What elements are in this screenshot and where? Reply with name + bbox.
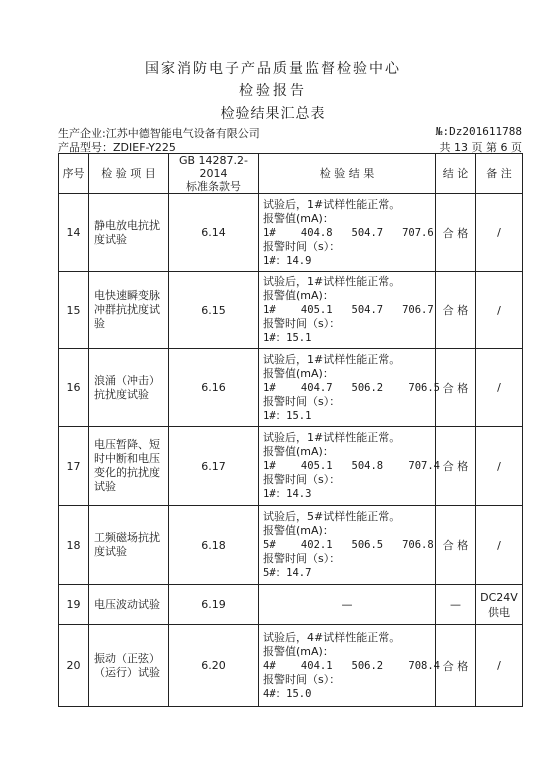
row-conclusion: 合 格: [436, 194, 476, 272]
row-conclusion: 合 格: [436, 427, 476, 506]
result-values: 5# 402.1 506.5 706.8: [263, 539, 434, 551]
result-line: 报警时间（s）：: [263, 394, 341, 408]
row-result: [259, 349, 441, 427]
result-line: 试验后，1#试样性能正常。: [263, 431, 401, 444]
row-remark: DC24V供电: [476, 585, 523, 625]
result-line: 报警时间（s）：: [263, 239, 341, 253]
result-values: 4# 404.1 506.2 708.4: [263, 659, 441, 672]
org-title: 国家消防电子产品质量监督检验中心: [145, 61, 401, 77]
result-time: 1#：15.1: [263, 409, 312, 422]
row-item: 浪涌（冲击）抗扰度试验: [89, 349, 169, 427]
table-row: [59, 272, 523, 349]
result-line: 试验后，4#试样性能正常。: [263, 630, 401, 644]
row-remark: /: [476, 272, 523, 349]
row-result: —: [259, 585, 436, 625]
row-remark: /: [476, 625, 523, 707]
result-line: 报警时间（s）：: [263, 552, 341, 565]
result-values: 1# 405.1 504.8 707.4: [263, 460, 441, 472]
result-line: 报警值(mA)：: [263, 644, 334, 658]
result-line: 试验后，1#试样性能正常。: [263, 275, 401, 288]
table-row: [59, 427, 523, 506]
result-time: 5#：14.7: [263, 567, 312, 579]
row-conclusion: 合 格: [436, 506, 476, 585]
row-conclusion: 合 格: [436, 625, 476, 707]
row-no: 19: [59, 585, 89, 625]
header-conclusion: 结 论: [436, 154, 476, 194]
row-item: 电压波动试验: [89, 585, 169, 625]
table-row: [59, 349, 523, 427]
result-values: 1# 404.8 504.7 707.6: [263, 226, 434, 239]
row-item: 静电放电抗扰度试验: [89, 194, 169, 272]
row-clause: 6.18: [169, 506, 259, 585]
row-no: 20: [59, 625, 89, 707]
report-number: №:Dz201611788: [435, 125, 522, 138]
result-line: 报警值(mA)：: [263, 366, 334, 380]
table-row: [59, 194, 523, 272]
row-item: 振动（正弦）（运行）试验: [89, 625, 169, 707]
row-remark: /: [476, 506, 523, 585]
result-line: 报警时间（s）：: [263, 473, 341, 486]
result-line: 报警值(mA)：: [263, 211, 334, 225]
row-remark: /: [476, 427, 523, 506]
result-line: 报警时间（s）：: [263, 672, 341, 686]
row-clause: 6.19: [169, 585, 259, 625]
row-result: [259, 506, 436, 585]
row-clause: 6.16: [169, 349, 259, 427]
result-time: 1#：14.9: [263, 254, 312, 267]
header-result: 检 验 结 果: [259, 154, 436, 194]
row-clause: 6.15: [169, 272, 259, 349]
row-remark: /: [476, 349, 523, 427]
row-item: 电快速瞬变脉冲群抗扰度试验: [89, 272, 169, 349]
row-no: 16: [59, 349, 89, 427]
report-title: 检验报告: [239, 83, 307, 99]
row-result: [259, 194, 436, 272]
summary-title: 检验结果汇总表: [220, 106, 326, 122]
table-row: [59, 585, 523, 625]
row-item: 工频磁场抗扰度试验: [89, 506, 169, 585]
table-row: [59, 625, 523, 707]
page-count: 共 13 页 第 6 页: [439, 141, 522, 154]
result-line: 试验后，5#试样性能正常。: [263, 510, 401, 523]
header-standard-clause: 标准条款号: [186, 180, 241, 193]
row-no: 18: [59, 506, 89, 585]
header-standard: [169, 154, 259, 194]
header-item: 检 验 项 目: [89, 154, 169, 194]
result-line: 报警值(mA)：: [263, 445, 334, 458]
header-standard-code: GB 14287.2-2014: [178, 154, 249, 180]
result-values: 1# 405.1 504.7 706.7: [263, 304, 434, 316]
result-line: 报警时间（s）：: [263, 317, 341, 330]
product-model: 产品型号：ZDIEF-Y225: [58, 141, 176, 154]
results-table: [58, 153, 523, 707]
result-values: 1# 404.7 506.2 706.5: [263, 381, 441, 394]
row-result: [259, 427, 441, 506]
row-remark: /: [476, 194, 523, 272]
result-time: 1#：15.1: [263, 332, 312, 344]
manufacturer: 生产企业:江苏中德智能电气设备有限公司: [58, 127, 260, 140]
header-no: 序号: [59, 154, 89, 194]
result-time: 1#：14.3: [263, 488, 312, 500]
header-remark: 备 注: [476, 154, 523, 194]
row-item: 电压暂降、短时中断和电压变化的抗扰度试验: [89, 427, 169, 506]
row-result: [259, 625, 441, 707]
result-line: 报警值(mA)：: [263, 289, 334, 302]
row-conclusion: 合 格: [436, 272, 476, 349]
table-header-row: [59, 154, 523, 194]
row-no: 15: [59, 272, 89, 349]
row-no: 17: [59, 427, 89, 506]
row-clause: 6.14: [169, 194, 259, 272]
result-time: 4#：15.0: [263, 687, 312, 700]
row-result: [259, 272, 436, 349]
table-row: [59, 506, 523, 585]
row-conclusion: —: [436, 585, 476, 625]
row-clause: 6.17: [169, 427, 259, 506]
row-no: 14: [59, 194, 89, 272]
row-conclusion: 合 格: [436, 349, 476, 427]
result-line: 报警值(mA)：: [263, 524, 334, 537]
result-line: 试验后，1#试样性能正常。: [263, 352, 401, 366]
row-clause: 6.20: [169, 625, 259, 707]
result-line: 试验后，1#试样性能正常。: [263, 197, 401, 211]
